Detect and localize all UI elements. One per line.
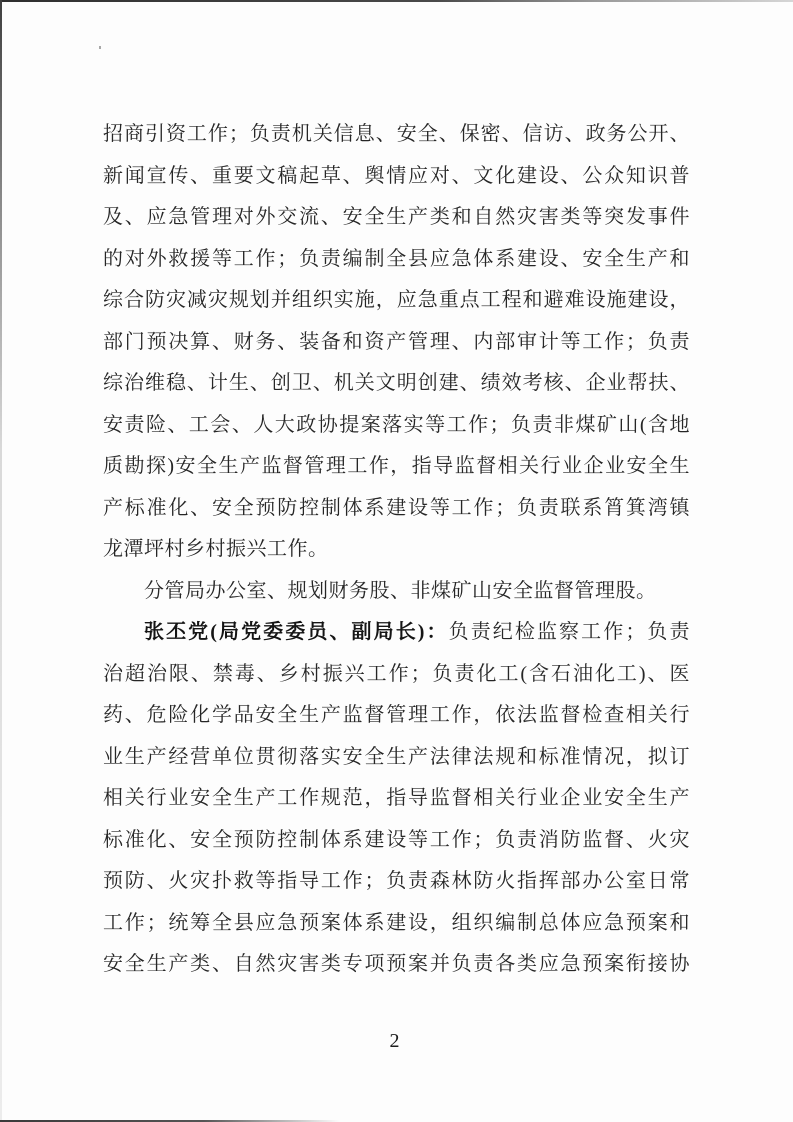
text-line: 综合防灾减灾规划并组织实施，应急重点工程和避难设施建设， bbox=[103, 289, 690, 311]
text-line: 安全生产类、自然灾害类专项预案并负责各类应急预案衔接协 bbox=[103, 953, 690, 975]
text-line: 工作；统筹全县应急预案体系建设，组织编制总体应急预案和 bbox=[103, 911, 690, 934]
text-line: 相关行业安全生产工作规范，指导监督相关行业企业安全生产 bbox=[103, 787, 690, 809]
scan-speck bbox=[99, 46, 101, 49]
document-body bbox=[103, 114, 690, 986]
text-line: 药、危险化学品安全生产监督管理工作，依法监督检查相关行 bbox=[103, 704, 690, 726]
text-line: 招商引资工作；负责机关信息、安全、保密、信访、政务公开、 bbox=[103, 123, 690, 145]
text-line: 新闻宣传、重要文稿起草、舆情应对、文化建设、公众知识普 bbox=[103, 164, 690, 187]
text-line: 标准化、安全预防控制体系建设等工作；负责消防监督、火灾 bbox=[103, 828, 690, 851]
text-line: 业生产经营单位贯彻落实安全生产法律法规和标准情况，拟订 bbox=[103, 745, 690, 768]
text-line: 部门预决算、财务、装备和资产管理、内部审计等工作；负责 bbox=[103, 330, 690, 353]
text-line: 龙潭坪村乡村振兴工作。 bbox=[103, 538, 329, 560]
text-line: 安责险、工会、人大政协提案落实等工作；负责非煤矿山(含地 bbox=[103, 413, 690, 436]
text-line: 产标准化、安全预防控制体系建设等工作；负责联系筲箕湾镇 bbox=[103, 496, 690, 519]
text-line: 治超治限、禁毒、乡村振兴工作；负责化工(含石油化工)、医 bbox=[103, 662, 690, 685]
text-line: 预防、火灾扑救等指导工作；负责森林防火指挥部办公室日常 bbox=[103, 870, 690, 892]
scan-edge-top bbox=[0, 0, 793, 2]
text-line: 及、应急管理对外交流、安全生产类和自然灾害类等突发事件 bbox=[103, 206, 690, 228]
page-number: 2 bbox=[389, 1030, 400, 1052]
text-line: 质勘探)安全生产监督管理工作，指导监督相关行业企业安全生 bbox=[103, 455, 690, 477]
text-line: 综治维稳、计生、创卫、机关文明创建、绩效考核、企业帮扶、 bbox=[103, 372, 690, 394]
text-line: 分管局办公室、规划财务股、非煤矿山安全监督管理股。 bbox=[144, 579, 657, 602]
scan-edge-left bbox=[0, 0, 2, 1122]
text-line: 张丕党(局党委委员、副局长)：负责纪检监察工作；负责 bbox=[144, 621, 690, 643]
person-name-heading: 张丕党(局党委委员、副局长)： bbox=[144, 621, 449, 643]
text-line: 的对外救援等工作；负责编制全县应急体系建设、安全生产和 bbox=[103, 247, 690, 270]
